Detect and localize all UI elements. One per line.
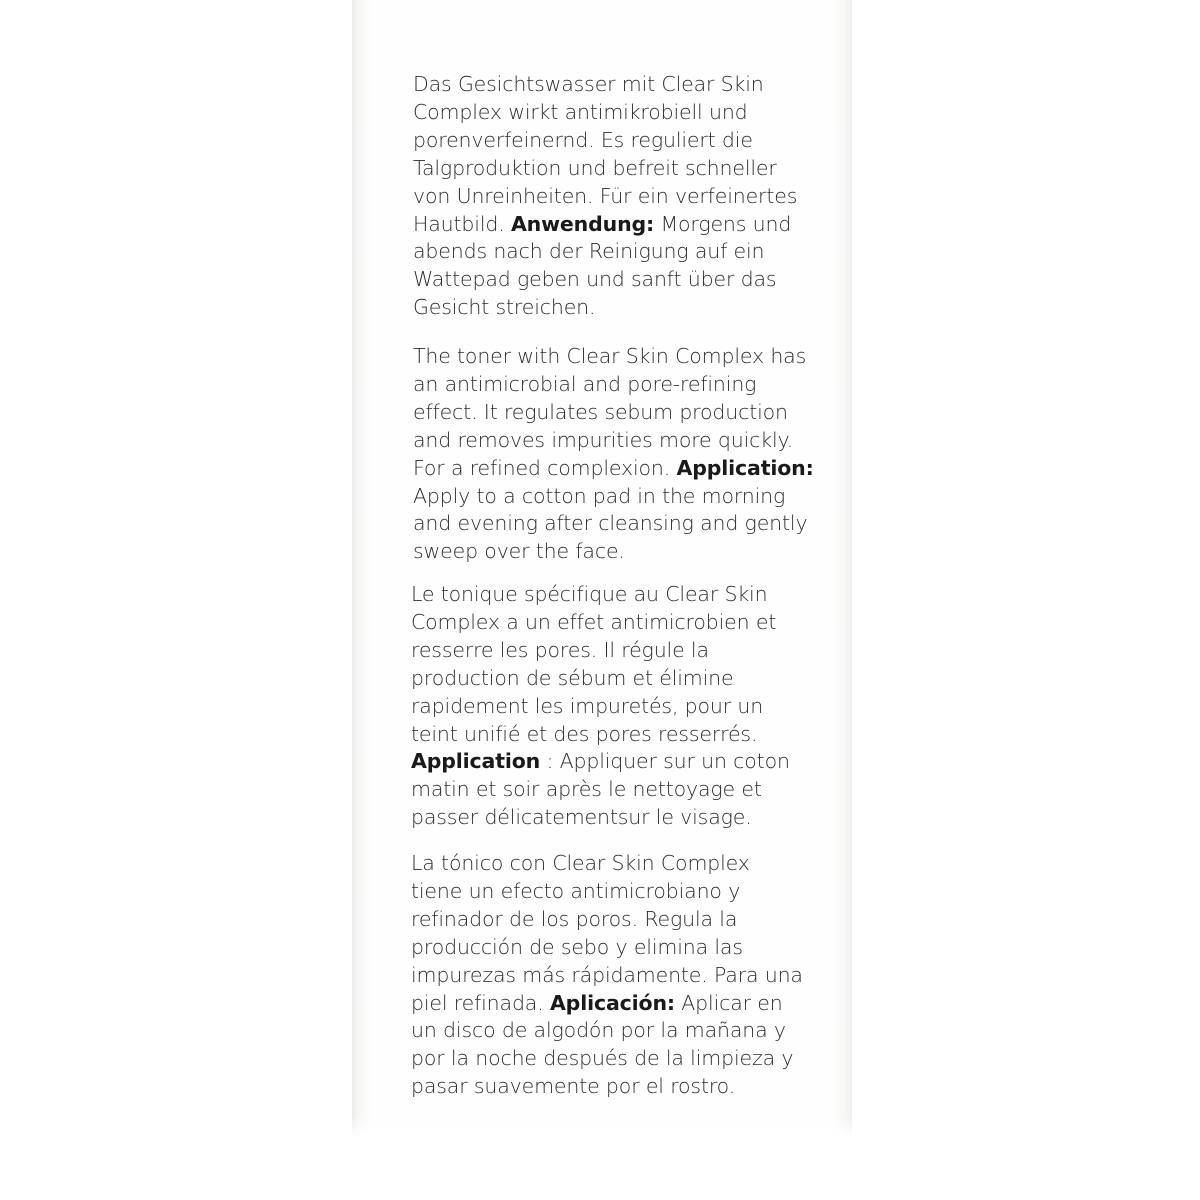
text-line (413, 211, 813, 239)
package-bottom-edge (352, 1116, 852, 1138)
text-line (411, 637, 811, 665)
text-line (411, 721, 811, 749)
text-line (411, 990, 811, 1018)
text-segment: rapidement les impuretés, pour un (411, 693, 764, 718)
text-line (411, 1073, 811, 1101)
text-segment: por la noche después de la limpieza y (411, 1046, 794, 1071)
text-line (411, 693, 811, 721)
text-segment: Le tonique spécifique au Clear Skin (411, 582, 768, 606)
french-description (411, 581, 811, 832)
text-segment: and evening after cleansing and gently (413, 511, 808, 536)
text-segment: Das Gesichtswasser mit Clear Skin (413, 72, 764, 96)
text-line (411, 962, 811, 990)
text-line (411, 581, 811, 609)
text-line (413, 99, 813, 127)
text-line (413, 183, 813, 211)
usage-heading: Application: (676, 455, 814, 480)
text-segment: von Unreinheiten. Für ein verfeinertes (413, 183, 798, 208)
text-segment: Morgens und (654, 211, 792, 236)
text-line (413, 510, 813, 538)
text-line (411, 804, 811, 832)
text-segment: piel refinada. (411, 990, 550, 1015)
text-line (413, 155, 813, 183)
text-segment: passer délicatementsur le visage. (411, 805, 752, 830)
text-line (413, 427, 813, 455)
english-description (413, 343, 813, 566)
text-line (413, 343, 813, 371)
text-line (411, 906, 811, 934)
text-segment: tiene un efecto antimicrobiano y (411, 878, 741, 903)
text-segment: Hautbild. (413, 211, 511, 236)
text-segment: teint unifié et des pores resserrés. (411, 721, 758, 746)
text-line (413, 371, 813, 399)
text-line (413, 483, 813, 511)
text-line (411, 878, 811, 906)
text-line (411, 850, 811, 878)
text-line (413, 399, 813, 427)
text-segment: Complex a un effet antimicrobien et (411, 609, 777, 634)
text-line (413, 294, 813, 322)
text-line (411, 1017, 811, 1045)
text-segment: producción de sebo y elimina las (411, 934, 743, 959)
text-segment: un disco de algodón por la mañana y (411, 1018, 786, 1043)
text-segment: pasar suavemente por el rostro. (411, 1074, 736, 1099)
usage-heading: Anwendung: (510, 211, 655, 236)
text-line (413, 538, 813, 566)
text-line (413, 266, 813, 294)
usage-heading: Application (411, 749, 541, 774)
text-segment: For a refined complexion. (413, 455, 677, 480)
text-line (411, 609, 811, 637)
text-line (413, 455, 813, 483)
text-line (411, 748, 811, 776)
text-line (413, 127, 813, 155)
text-line (411, 776, 811, 804)
usage-heading: Aplicación: (549, 990, 675, 1015)
text-segment: effect. It regulates sebum production (413, 399, 788, 424)
text-segment: The toner with Clear Skin Complex has (413, 344, 807, 368)
text-segment: impurezas más rápidamente. Para una (411, 962, 803, 987)
text-segment: La tónico con Clear Skin Complex (411, 851, 750, 875)
text-line (411, 934, 811, 962)
text-segment: Aplicar en (674, 990, 783, 1015)
text-segment: production de sébum et élimine (411, 665, 734, 690)
text-line (411, 665, 811, 693)
text-segment: Gesicht streichen. (413, 295, 596, 320)
text-segment: refinador de los poros. Regula la (411, 906, 738, 931)
text-segment: abends nach der Reinigung auf ein (413, 239, 765, 264)
spanish-description (411, 850, 811, 1101)
text-segment: Apply to a cotton pad in the morning (413, 483, 786, 508)
text-line (413, 238, 813, 266)
text-segment: and removes impurities more quickly. (413, 427, 793, 452)
text-segment: : Appliquer sur un coton (540, 749, 790, 774)
text-segment: Talgproduktion und befreit schneller (413, 155, 777, 180)
text-segment: sweep over the face. (413, 539, 625, 564)
text-line (411, 1045, 811, 1073)
text-segment: resserre les pores. Il régule la (411, 637, 709, 662)
text-segment: an antimicrobial and pore-refining (413, 371, 757, 396)
text-line (413, 71, 813, 99)
text-segment: matin et soir après le nettoyage et (411, 777, 762, 802)
text-segment: Complex wirkt antimikrobiell und (413, 99, 748, 124)
text-segment: Wattepad geben und sanft über das (413, 267, 777, 292)
german-description (413, 71, 813, 322)
text-segment: porenverfeinernd. Es reguliert die (413, 127, 753, 152)
